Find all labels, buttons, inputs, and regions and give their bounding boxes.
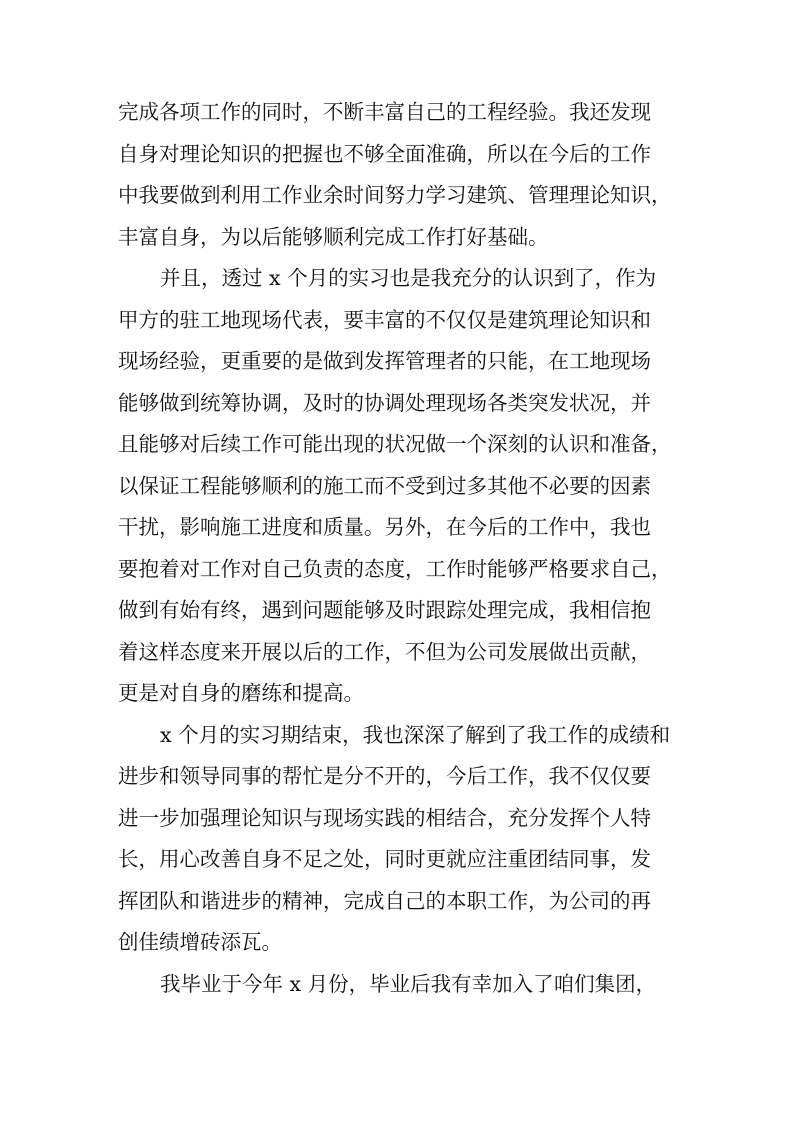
text-line-11: 干扰，影响施工进度和质量。另外，在今后的工作中，我也 xyxy=(118,515,651,539)
text-line-8: 能够做到统筹协调，及时的协调处理现场各类突发状况，并 xyxy=(118,390,651,415)
text-line-3: 中我要做到利用工作业余时间努力学习建筑、管理理论知识， xyxy=(118,183,672,207)
text-line-16: x 个月的实习期结束，我也深深了解到了我工作的成绩和 xyxy=(160,722,671,747)
text-line-12: 要抱着对工作对自己负责的态度，工作时能够严格要求自己， xyxy=(118,556,672,581)
text-line-17: 进步和领导同事的帮忙是分不开的，今后工作，我不仅仅要 xyxy=(118,764,651,788)
text-line-6: 甲方的驻工地现场代表，要丰富的不仅仅是建筑理论知识和 xyxy=(118,307,651,332)
text-line-2: 自身对理论知识的把握也不够全面准确，所以在今后的工作 xyxy=(118,141,651,166)
text-line-13: 做到有始有终，遇到问题能够及时跟踪处理完成，我相信抱 xyxy=(118,598,651,622)
text-line-18: 进一步加强理论知识与现场实践的相结合，充分发挥个人特 xyxy=(118,805,651,830)
text-line-14: 着这样态度来开展以后的工作，不但为公司发展做出贡献， xyxy=(118,639,651,664)
text-line-7: 现场经验，更重要的是做到发挥管理者的只能，在工地现场 xyxy=(118,349,651,373)
text-line-4: 丰富自身，为以后能够顺利完成工作打好基础。 xyxy=(118,224,549,249)
text-line-20: 挥团队和谐进步的精神，完成自己的本职工作，为公司的再 xyxy=(118,888,651,913)
text-line-15: 更是对自身的磨练和提高。 xyxy=(118,681,364,705)
text-line-5: 并且，透过 x 个月的实习也是我充分的认识到了，作为 xyxy=(160,266,657,290)
document-body xyxy=(118,92,688,1005)
text-line-22: 我毕业于今年 x 月份，毕业后我有幸加入了咱们集团， xyxy=(160,971,657,996)
text-line-1: 完成各项工作的同时，不断丰富自己的工程经验。我还发现 xyxy=(118,100,651,124)
text-line-9: 且能够对后续工作可能出现的状况做一个深刻的认识和准备， xyxy=(118,432,672,456)
text-line-21: 创佳绩增砖添瓦。 xyxy=(118,930,282,954)
text-line-10: 以保证工程能够顺利的施工而不受到过多其他不必要的因素 xyxy=(118,473,651,498)
text-line-19: 长，用心改善自身不足之处，同时更就应注重团结同事，发 xyxy=(118,847,651,871)
